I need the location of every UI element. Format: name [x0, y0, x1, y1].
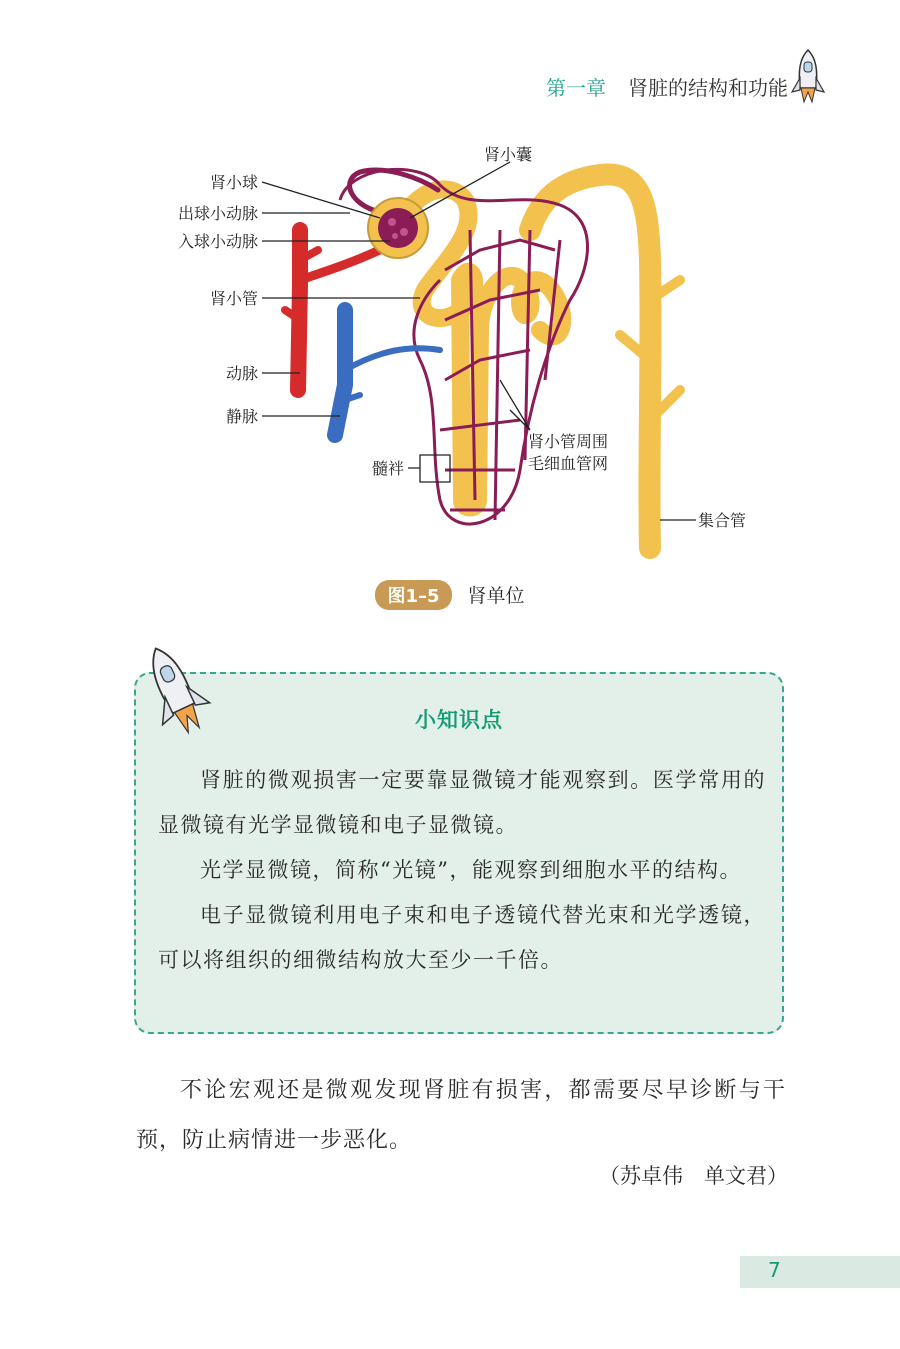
chapter-header — [546, 72, 788, 101]
tip-title: 小知识点 — [415, 708, 503, 732]
label-collecting-duct: 集合管 — [698, 511, 747, 530]
rocket-icon — [786, 48, 830, 108]
rocket-icon — [136, 640, 216, 744]
authors: （苏卓伟 单文君） — [599, 1164, 788, 1188]
body-paragraph: 不论宏观还是微观发现肾脏有损害，都需要尽早诊断与干预，防止病情进一步恶化。 — [136, 1078, 786, 1153]
artery — [298, 230, 300, 390]
tip-paragraph: 光学显微镜，简称“光镜”，能观察到细胞水平的结构。 — [200, 858, 742, 882]
label-bowman-capsule: 肾小囊 — [484, 145, 533, 164]
label-artery: 动脉 — [225, 364, 258, 383]
label-vein: 静脉 — [225, 407, 258, 426]
label-glomerulus: 肾小球 — [209, 173, 258, 192]
label-efferent-arteriole: 出球小动脉 — [177, 204, 258, 223]
figure-caption-text: 肾单位 — [467, 585, 525, 607]
label-loop: 髓袢 — [371, 459, 404, 478]
nephron-diagram — [150, 140, 770, 560]
label-afferent-arteriole: 入球小动脉 — [177, 232, 258, 251]
chapter-number: 第一章 — [546, 76, 606, 100]
tip-paragraph: 电子显微镜利用电子束和电子透镜代替光束和光学透镜，可以将组织的细微结构放大至少一千倍。 — [158, 903, 766, 972]
label-capillary-line1: 肾小管周围 — [528, 432, 609, 451]
figure-number-badge: 图1–5 — [375, 580, 451, 610]
tip-text — [158, 758, 766, 983]
glomerulus — [378, 208, 418, 248]
page-number-bar — [740, 1256, 900, 1288]
page-number: 7 — [768, 1258, 781, 1282]
figure-caption — [0, 580, 900, 610]
chapter-title: 肾脏的结构和功能 — [628, 76, 788, 100]
knowledge-tip-box — [134, 672, 784, 1034]
label-capillary-line2: 毛细血管网 — [528, 454, 609, 473]
tip-paragraph: 肾脏的微观损害一定要靠显微镜才能观察到。医学常用的显微镜有光学显微镜和电子显微镜。 — [158, 768, 766, 837]
label-renal-tubule: 肾小管 — [209, 289, 258, 308]
